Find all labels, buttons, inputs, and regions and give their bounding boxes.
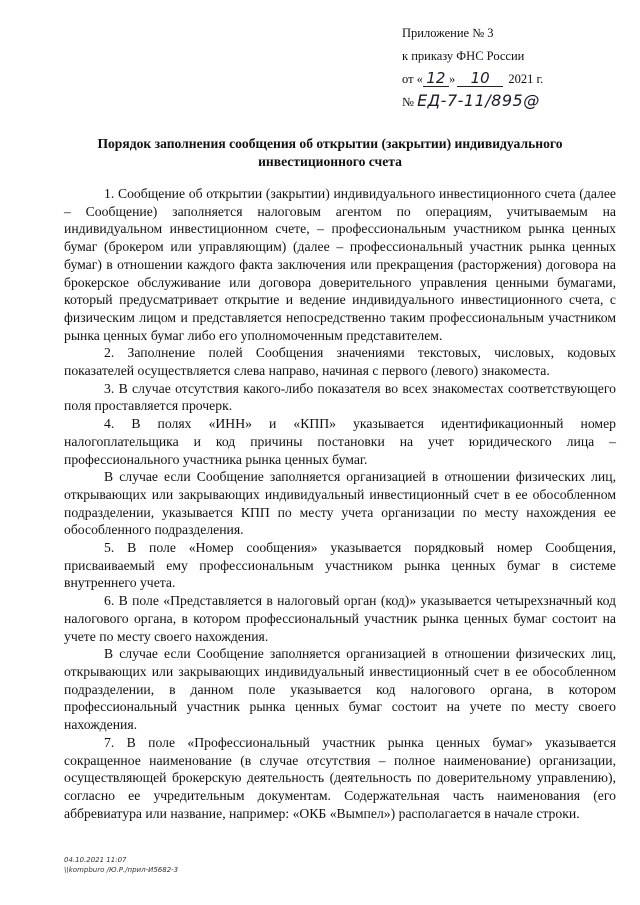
paragraph-5: 5. В поле «Номер сообщения» указывается порядковый номер Сообщения, присваиваемый ему профессиональным участником рынка ценных бумаг в системе внутреннего учета.	[64, 540, 616, 591]
paragraph-6-note: В случае если Сообщение заполняется организацией в отношении физических лиц, открывающих или закрывающих индивидуальный инвестиционный счет в ее обособленном подразделении, в данном поле указывается код налогового органа, в котором профессиональный участник рынка ценных бумаг состоит на учете по месту своего нахождения.	[64, 646, 616, 733]
appendix-number	[402, 91, 602, 114]
date-year: 2021 г.	[508, 72, 544, 86]
paragraph-2: 2. Заполнение полей Сообщения значениями текстовых, числовых, кодовых показателей осуществляется слева направо, начиная с первого (левого) знакоместа.	[64, 345, 616, 379]
number-prefix: №	[402, 95, 414, 109]
handwritten-day: 12	[423, 70, 449, 87]
footer-timestamp: 04.10.2021 11:07	[64, 856, 127, 864]
document-title: Порядок заполнения сообщения об открытии (закрытии) индивидуального инвестиционного счета	[97, 136, 563, 169]
paragraph-4: 4. В полях «ИНН» и «КПП» указывается идентификационный номер налогоплательщика и код причины постановки на учет юридического лица – профессионального участника рынка ценных бумаг.	[64, 416, 616, 467]
paragraph-1: 1. Сообщение об открытии (закрытии) индивидуального инвестиционного счета (далее – Сообщение) заполняется налоговым агентом по операциям, учитываемым на индивидуальном инвестиционном счете, – профессиональным участником рынка ценных бумаг (брокером или управляющим) (далее – профессиональный участник рынка ценных бумаг) в отношении каждого факта заключения или прекращения (расторжения) договора на брокерское обслуживание или договора доверительного управления ценными бумагами, который предусматривает открытие и ведение индивидуального инвестиционного счета, с физическим лицом и представляется непосредственно таким профессиональным участником рынка ценных бумаг либо его уполномоченным представителем.	[64, 186, 616, 343]
paragraph-4-note: В случае если Сообщение заполняется организацией в отношении физических лиц, открывающих или закрывающих индивидуальный инвестиционный счет в ее обособленном подразделении, указывается КПП по месту учета организации по месту нахождения ее обособленного подразделения.	[64, 469, 616, 538]
appendix-date	[402, 68, 602, 91]
paragraph-3: 3. В случае отсутствия какого-либо показателя во всех знакоместах соответствующего поля проставляется прочерк.	[64, 380, 616, 414]
file-footer	[64, 856, 178, 875]
appendix-order-ref: к приказу ФНС России	[402, 49, 525, 63]
date-mid: »	[448, 72, 456, 86]
footer-path: \\kompburo /Ю.Р./прил-И5682-3	[64, 865, 179, 874]
handwritten-month: 10	[457, 70, 503, 87]
date-prefix: от «	[402, 72, 423, 86]
paragraph-6: 6. В поле «Представляется в налоговый орган (код)» указывается четырехзначный код налогового органа, в котором профессиональный участник рынка ценных бумаг состоит на учете по месту своего нахождения.	[64, 593, 616, 644]
paragraph-7: 7. В поле «Профессиональный участник рынка ценных бумаг» указывается сокращенное наименование (в случае отсутствия – полное наименование) организации, осуществляющей брокерскую деятельность (деятельность по доверительному управлению), согласно ее учредительным документам. Содержательная часть наименования (его аббревиатура или название, например: «ОКБ «Вымпел») располагается в начале строки.	[64, 734, 616, 821]
document-body	[64, 185, 616, 822]
appendix-header	[402, 22, 602, 114]
appendix-title: Приложение № 3	[402, 26, 494, 40]
handwritten-number: ЕД-7-11/895@	[417, 91, 540, 110]
